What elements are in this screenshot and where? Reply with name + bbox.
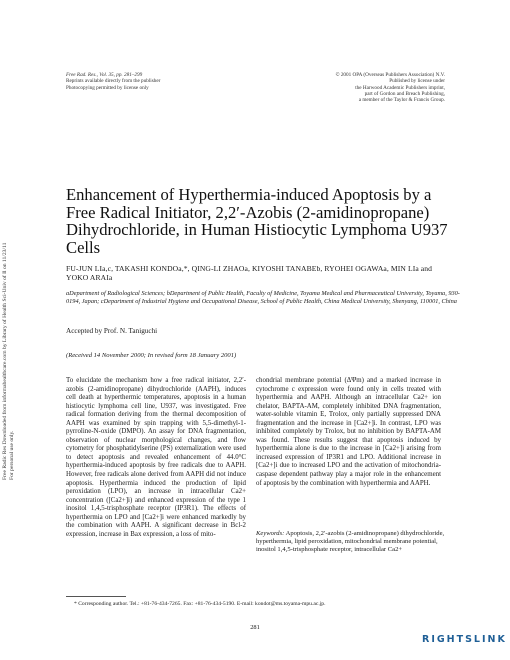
rightslink-wordmark: RIGHTSLINK [422,634,507,645]
copyright-line: © 2001 OPA (Overseas Publishers Association) N.V. [335,72,445,78]
photocopy-note: Photocopying permitted by license only [66,84,149,91]
abstract-text-right: chondrial membrane potential (ΔΨm) and a marked increase in cytochrome c expression were found only in cells treated with hyperthermia and AAPH. Although an intracellular Ca2+ ion chelator, BAPTA-AM, completely inhibited DNA fragmentation, water-soluble vitamin E, Trolox, only partially suppressed DNA fragmentation and the increase in [Ca2+]i. In contrast, LPO was inhibited completely by Trolox, but no inhibition by BAPTA-AM was found. These results suggest that apoptosis induced by hyperthermia alone is due to the increase in [Ca2+]i arising from increased expression of IP3R1 and LPO. Additional increase in [Ca2+]i due to increased LPO and the activation of mitochondria-caspase dependent pathway play a major role in the enhancement of apoptosis by the combination with hyperthermia and AAPH. [256,377,441,487]
abstract-column-right [256,377,441,488]
reprint-note: Reprints available directly from the publisher [66,78,161,85]
affiliations: aDepartment of Radiological Sciences; bDepartment of Public Health, Faculty of Medicine, Toyama Medical and Pharmaceutical University, Toyama, 930-0194, Japan; cDepartment of Industrial Hygiene and Occupational Disease, School of Public Health, China Medical University, Shenyang, 110001, China [66,290,460,305]
imprint-line: the Harwood Academic Publishers imprint, [355,84,445,91]
author-names: FU-JUN LIa,c, TAKASHI KONDOa,*, QING-LI ZHAOa, KIYOSHI TANABEb, RYOHEI OGAWAa, MIN LIa and YOKO ARAIa [66,264,433,282]
author-list [66,264,456,282]
corresponding-author-footnote: * Corresponding author. Tel.: +81-76-434-7265. Fax: +81-76-434-5190. E-mail: kondot@ms.toyama-mpu.ac.jp. [74,601,326,607]
license-line: Published by license under [389,78,445,85]
download-note: Free Radic Res Downloaded from informahealthcare.com by Library of Health Sci-Univ of Il on 11/23/11 [2,242,8,480]
group-line: a member of the Taylor & Francis Group. [358,97,445,104]
footnote-rule [66,596,126,597]
publisher-line: part of Gordon and Breach Publishing, [364,90,445,97]
accepted-by: Accepted by Prof. N. Taniguchi [66,327,158,335]
paper-title: Enhancement of Hyperthermia-induced Apoptosis by a Free Radical Initiator, 2,2′-Azobis (2-amidinopropane) Dihydrochloride, in Human Histiocytic Lymphoma U937 Cells [66,185,448,257]
personal-use-note: For personal use only. [9,430,16,480]
rightslink-logo[interactable] [422,634,507,654]
download-watermark [0,60,24,480]
journal-header-left [66,72,246,91]
keywords-label: Keywords: [256,530,285,537]
journal-header-right [300,72,445,103]
abstract-column-left [66,377,246,539]
page-number: 281 [250,624,260,631]
journal-citation: Free Rad. Res., Vol. 35, pp. 281–299 [66,72,143,78]
abstract-text-left: To elucidate the mechanism how a free radical initiator, 2,2′-azobis (2-amidinopropane) dihydrochloride (AAPH), induces cell death at hyperthermic temperatures, apoptosis in a human histiocytic lymphoma cell line, U937, was investigated. Free radical formation deriving from the thermal decomposition of AAPH was examined by spin trapping with 5,5-dimethyl-1-pyrroline-N-oxide (DMPO). An assay for DNA fragmentation, observation of nuclear morphological changes, and flow cytometry for phosphatidylserine (PS) externalization were used to detect apoptosis and revealed enhancement of 44.0°C hyperthermia-induced apoptosis by free radicals due to AAPH. However, free radicals alone derived from AAPH did not induce apoptosis. Hyperthermia induced the production of lipid peroxidation (LPO), an increase in intracellular Ca2+ concentration ([Ca2+]i) and enhanced expression of the type 1 inositol 1,4,5-trisphosphate receptor (IP3R1). The effects of hyperthermia on LPO and [Ca2+]i were enhanced markedly by the combination with AAPH. A significant decrease in Bcl-2 expression, increase in Bax expression, a loss of mito- [66,377,246,538]
keywords-text: Apoptosis, 2,2′-azobis (2-amidinopropane) dihydrochloride, hyperthermia, lipid peroxidation, mitochondrial membrane potential, inositol 1,4,5-trisphosphate receptor, intracellular Ca2+ [256,530,445,553]
keywords-block [256,530,446,554]
received-dates: (Received 14 November 2000; In revised form 18 January 2001) [66,352,237,359]
